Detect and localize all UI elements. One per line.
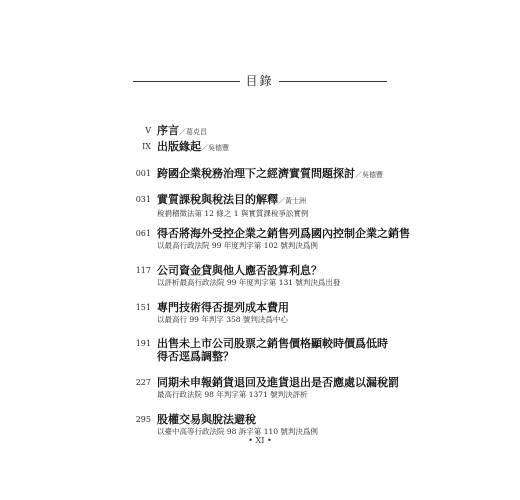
entry-page-number: IX [142, 142, 151, 151]
header-rule-right [279, 81, 387, 82]
entry-title: 出售未上市公司股票之銷售價格顯較時價爲低時得否逕爲調整？ [157, 337, 388, 363]
toc-header [0, 74, 520, 88]
entry-title: 股權交易與脫法避稅 [157, 413, 256, 426]
entry-subtitle: 最高行政法院 98 年判字第 1371 號判決評析 [157, 390, 308, 399]
entry-page-number: 117 [135, 266, 151, 275]
entry-author: ／吳德豐 [201, 144, 229, 152]
entry-page-number: 191 [135, 339, 151, 348]
entry-title: 序言／葛克昌 [157, 124, 207, 137]
entry-page-number: 061 [135, 229, 151, 238]
entry-title: 得否將海外受控企業之銷售列爲國內控制企業之銷售 [157, 227, 410, 240]
header-rule-left [133, 81, 240, 82]
entry-page-number: 151 [135, 303, 151, 312]
entry-author: ／吳德豐 [355, 171, 383, 179]
entry-page-number: 001 [135, 169, 151, 178]
entry-title: 出版緣起／吳德豐 [157, 140, 229, 153]
entry-author: ／黃士洲 [278, 197, 306, 205]
entry-title: 跨國企業稅務治理下之經濟實質問題探討／吳德豐 [157, 167, 383, 180]
entry-title: 公司資金貸與他人應否設算利息？ [157, 264, 322, 277]
entry-page-number: V [145, 126, 151, 135]
entry-title: 同期未申報銷貨退回及進貨退出是否應處以漏稅罰 [157, 376, 399, 389]
entry-subtitle: 以臺中高等行政法院 98 訴字第 110 號判決爲例 [157, 427, 318, 436]
entry-page-number: 031 [135, 195, 151, 204]
entry-page-number: 227 [135, 378, 151, 387]
entry-title: 專門技術得否提列成本費用 [157, 301, 289, 314]
toc-title: 目錄 [245, 74, 274, 88]
entry-subtitle: 以最高行 99 年判字 358 號判決爲中心 [157, 315, 288, 324]
entry-author: ／葛克昌 [179, 128, 207, 136]
entry-page-number: 295 [135, 415, 151, 424]
entry-subtitle: 以評析最高行政法院 99 年度判字第 131 號判決爲出發 [157, 278, 341, 287]
entry-subtitle: 稅捐稽徵法第 12 條之 1 與實質課稅爭訟實例 [157, 209, 309, 218]
entry-title: 實質課稅與稅法目的解釋／黃士洲 [157, 193, 306, 206]
page-number: • XI • [248, 436, 272, 445]
entry-subtitle: 以最高行政法院 99 年度判字第 102 號判決爲例 [157, 241, 318, 250]
